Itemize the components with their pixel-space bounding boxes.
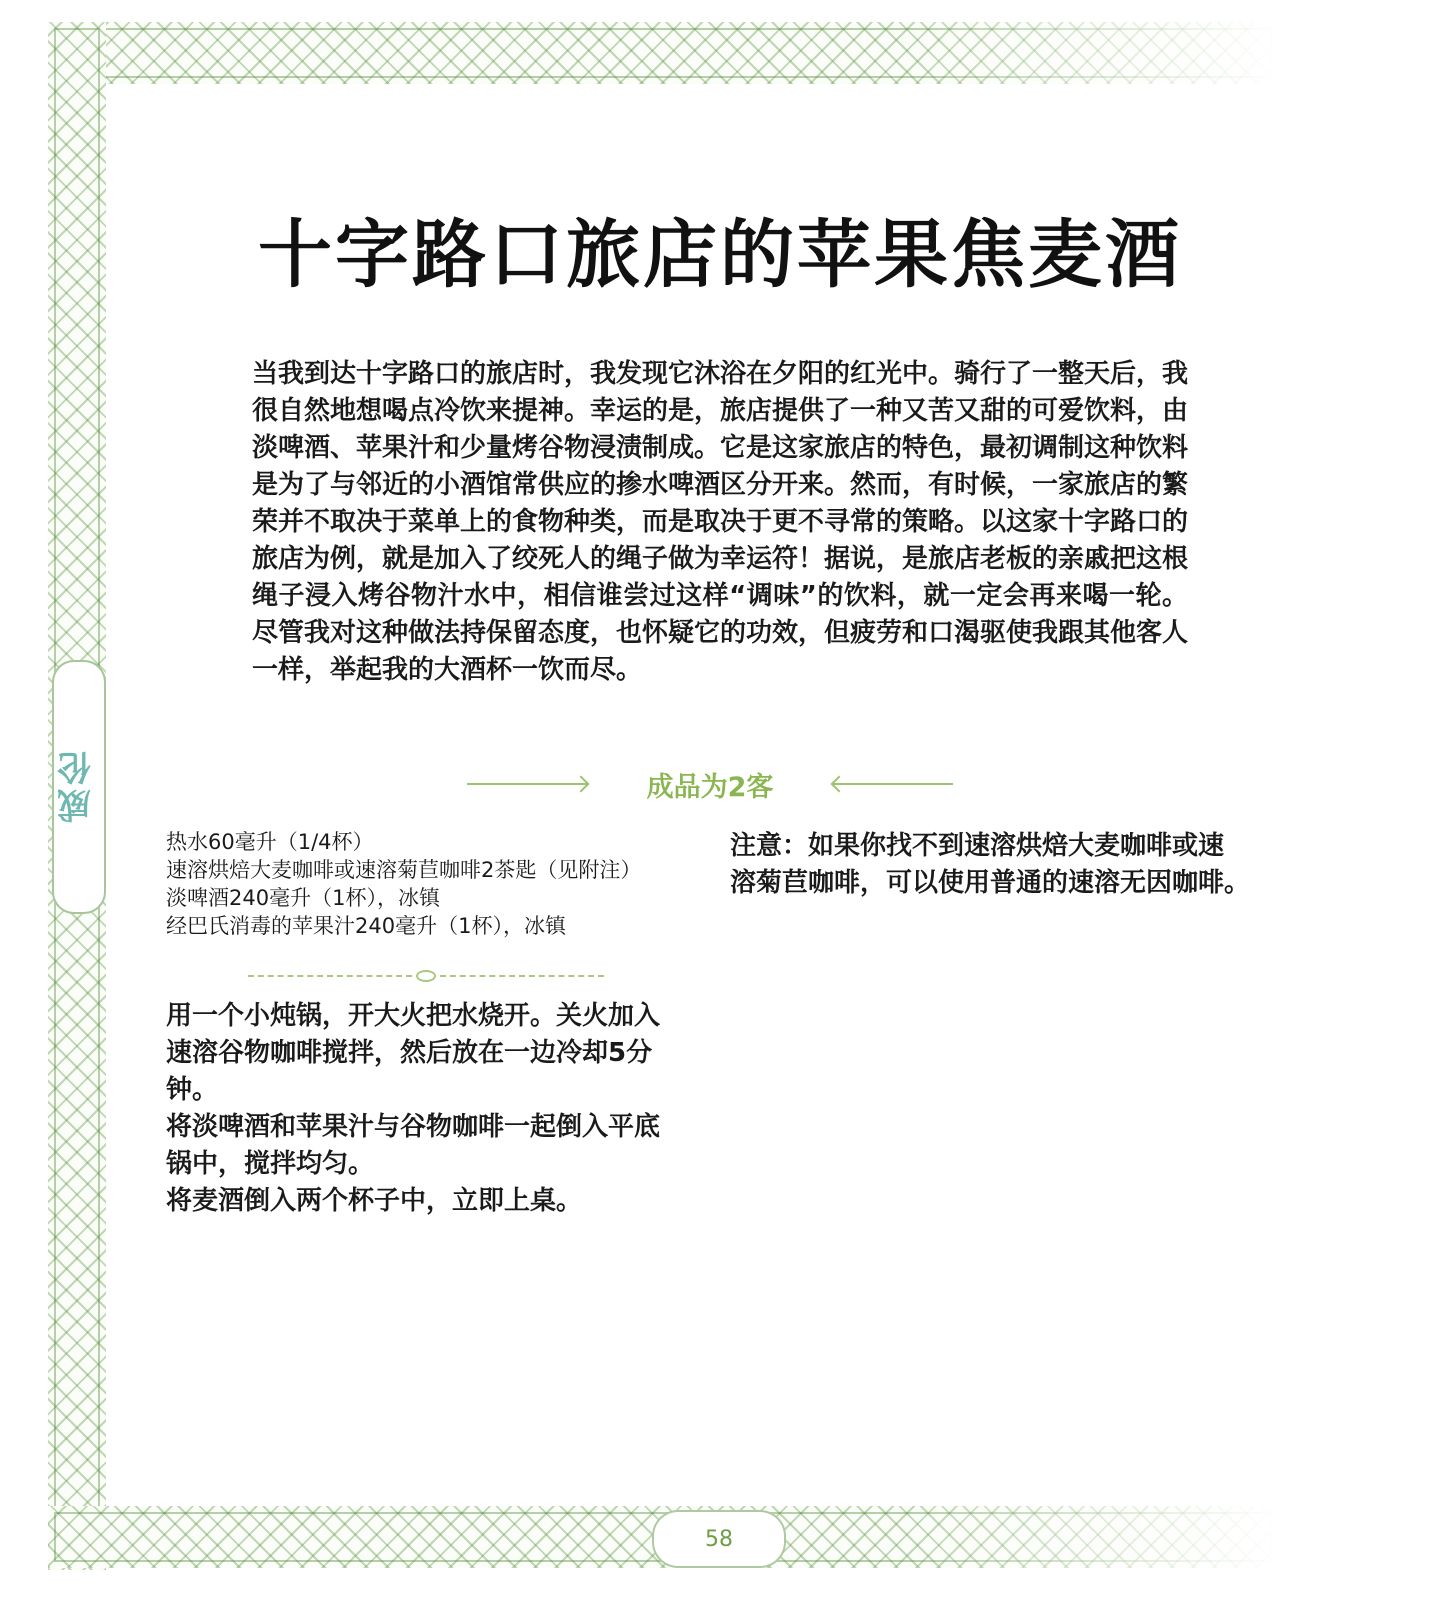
step-paragraph: 将麦酒倒入两个杯子中，立即上桌。 <box>166 1186 583 1216</box>
step-paragraph: 将淡啤酒和苹果汁与谷物咖啡一起倒入平底锅中，搅拌均匀。 <box>166 1112 661 1179</box>
yield-text: 成品为2客 <box>646 771 774 803</box>
ingredient-item: 热水60毫升（1/4杯） <box>166 830 374 854</box>
section-divider <box>248 970 604 982</box>
flourish-left-icon <box>467 783 587 785</box>
page-number: 58 <box>652 1510 786 1568</box>
ornamental-border-top <box>48 22 1278 84</box>
chapter-side-label: 威伦 <box>57 747 98 823</box>
note-label: 注意： <box>730 831 809 861</box>
note-text: 如果你找不到速溶烘焙大麦咖啡或速溶菊苣咖啡，可以使用普通的速溶无因咖啡。 <box>730 831 1251 898</box>
flourish-right-icon <box>833 783 953 785</box>
ingredient-item: 淡啤酒240毫升（1杯），冰镇 <box>166 886 440 910</box>
ingredient-item: 速溶烘焙大麦咖啡或速溶菊苣咖啡2茶匙（见附注） <box>166 858 642 882</box>
recipe-steps <box>166 998 676 1220</box>
ingredient-item: 经巴氏消毒的苹果汁240毫升（1杯），冰镇 <box>166 914 566 938</box>
recipe-title: 十字路口旅店的苹果焦麦酒 <box>258 212 1182 298</box>
ingredient-list <box>166 828 726 940</box>
step-paragraph: 用一个小炖锅，开大火把水烧开。关火加入速溶谷物咖啡搅拌，然后放在一边冷却5分钟。 <box>166 1001 661 1105</box>
divider-line <box>440 975 604 977</box>
recipe-note <box>730 828 1250 902</box>
divider-knot-icon <box>416 970 436 982</box>
intro-paragraph: 当我到达十字路口的旅店时，我发现它沐浴在夕阳的红光中。骑行了一整天后，我很自然地想喝点冷饮来提神。幸运的是，旅店提供了一种又苦又甜的可爱饮料，由淡啤酒、苹果汁和少量烤谷物浸渍制成。它是这家旅店的特色，最初调制这种饮料是为了与邻近的小酒馆常供应的掺水啤酒区分开来。然而，有时候，一家旅店的繁荣并不取决于菜单上的食物种类，而是取决于更不寻常的策略。以这家十字路口的旅店为例，就是加入了绞死人的绳子做为幸运符！据说，是旅店老板的亲戚把这根绳子浸入烤谷物汁水中，相信谁尝过这样“调味”的饮料，就一定会再来喝一轮。尽管我对这种做法持保留态度，也怀疑它的功效，但疲劳和口渴驱使我跟其他客人一样，举起我的大酒杯一饮而尽。 <box>252 359 1189 685</box>
yield-heading <box>460 764 960 804</box>
divider-line <box>248 975 412 977</box>
